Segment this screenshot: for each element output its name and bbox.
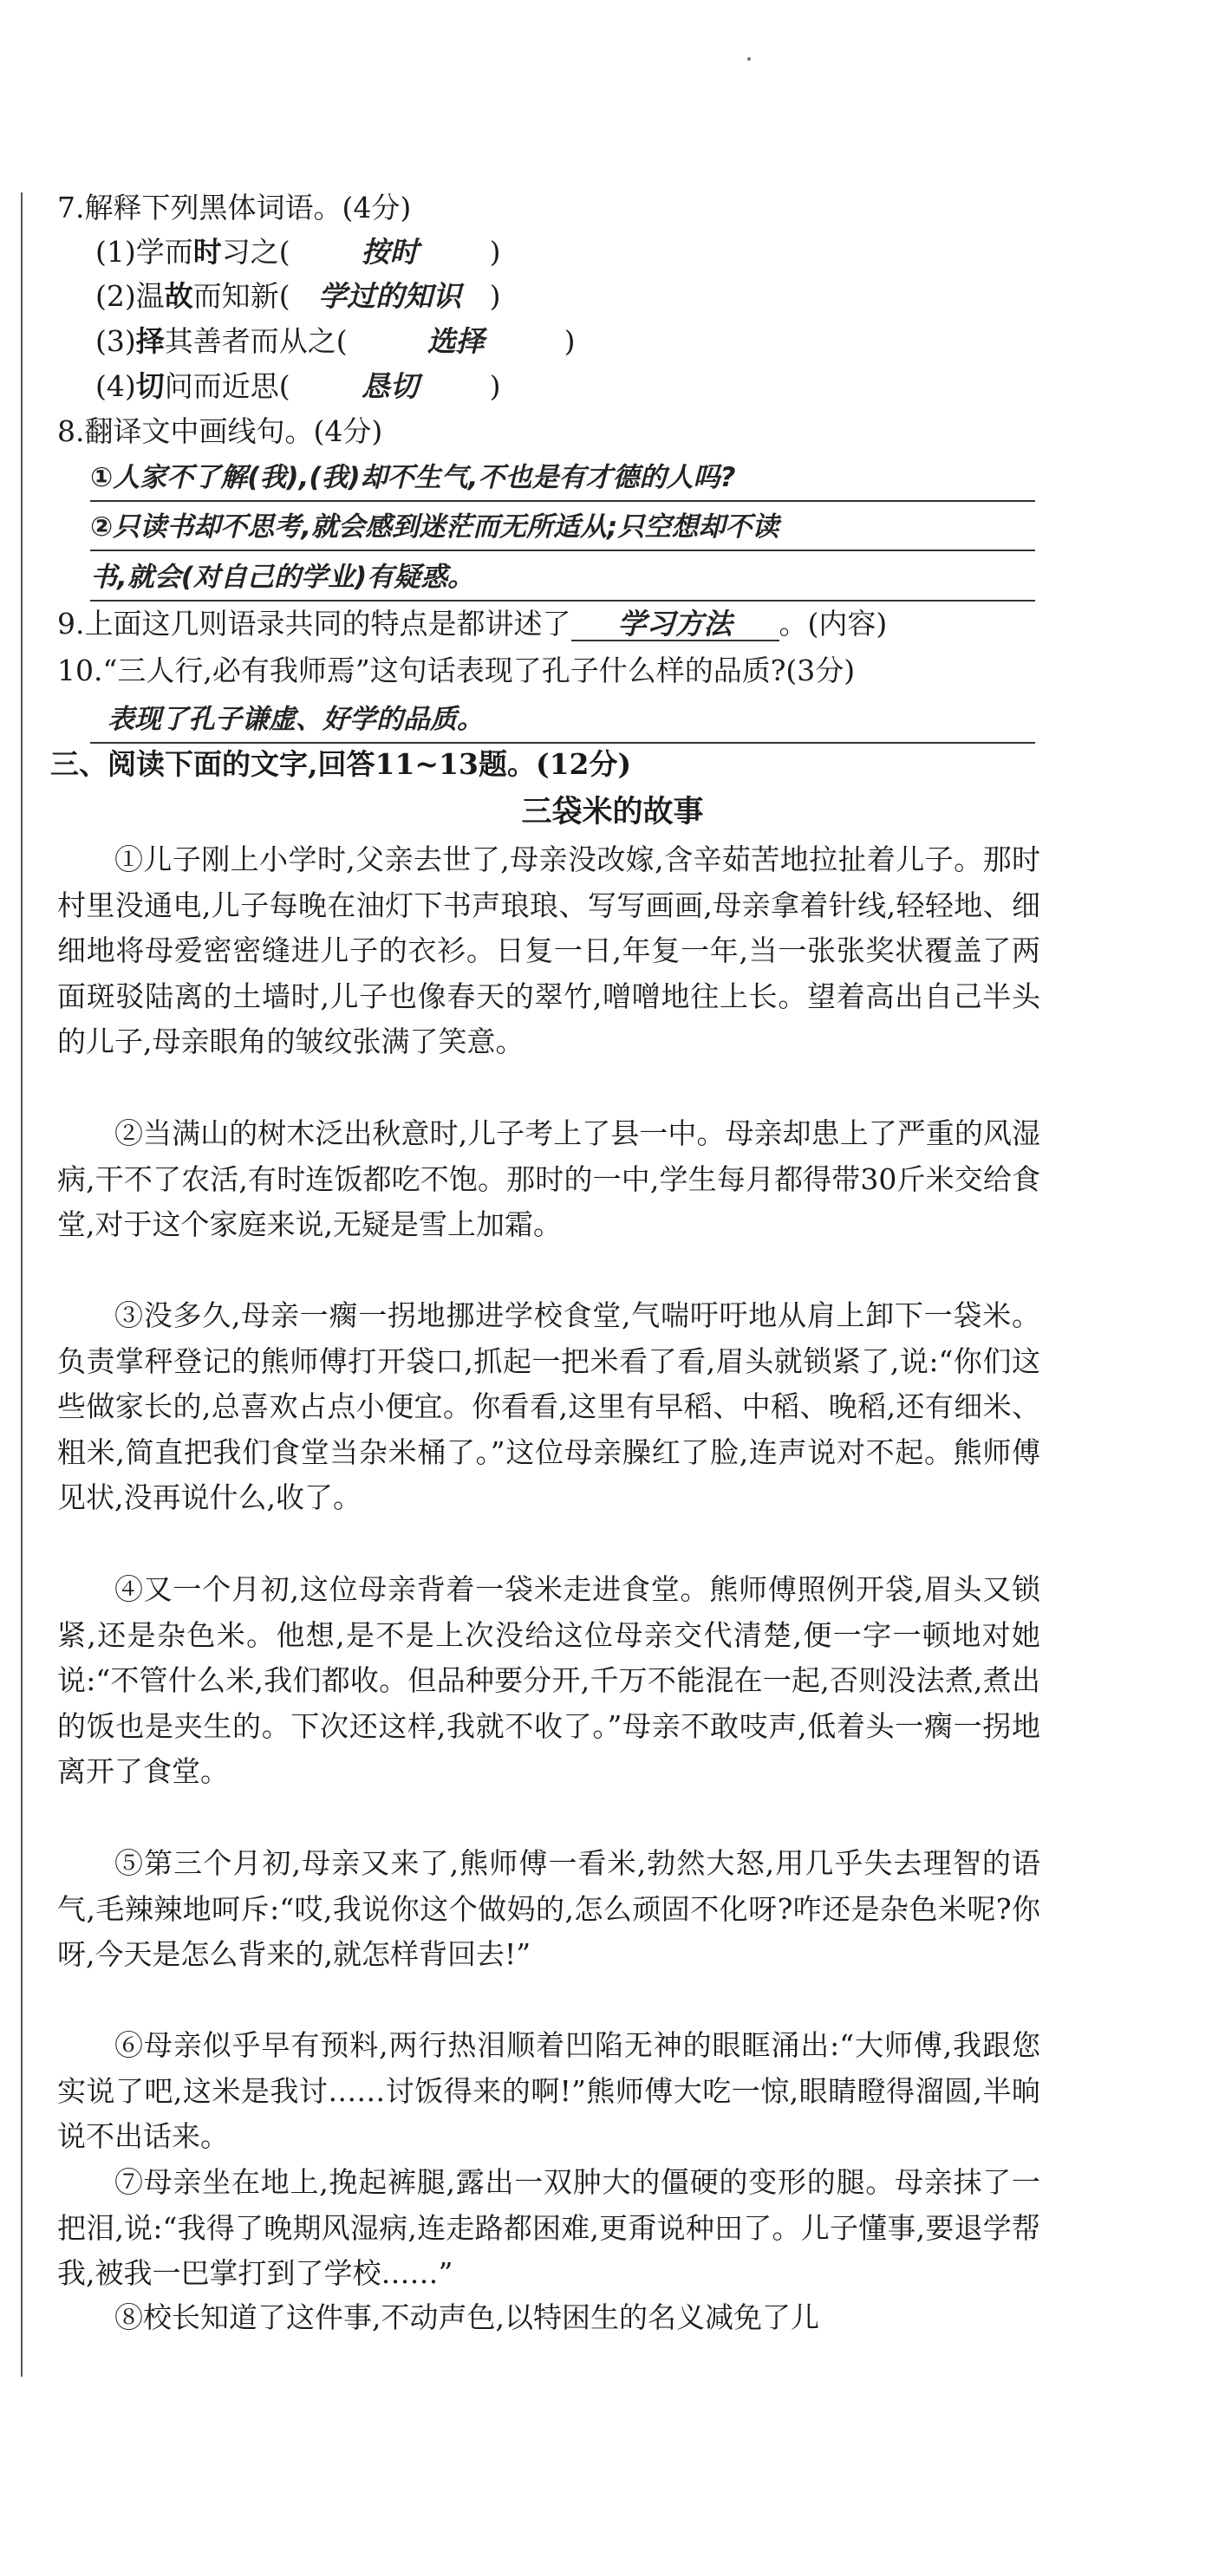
handwritten-answer: 按时: [361, 235, 419, 269]
bold-word: 择: [135, 324, 165, 358]
answer-underline: [90, 600, 1035, 602]
q10-stem: 10.“三人行,必有我师焉”这句话表现了孔子什么样的品质?(3分): [57, 654, 856, 687]
paragraph-7: ⑦母亲坐在地上,挽起裤腿,露出一双肿大的僵硬的变形的腿。母亲抹了一把泪,说:“我得了晚期风湿病,连走路都困难,更甭说种田了。儿子懂事,要退学帮我,被我一巴掌打到了学校……”: [57, 2165, 1040, 2290]
handwritten-answer: 学习方法: [571, 608, 779, 641]
paragraph-6: ⑥母亲似乎早有预料,两行热泪顺着凹陷无神的眼眶涌出:“大师傅,我跟您实说了吧,这米是我讨……讨饭得来的啊!”熊师傅大吃一惊,眼睛瞪得溜圆,半晌说不出话来。: [57, 2028, 1040, 2153]
margin-line: [21, 192, 23, 2377]
paragraph-8: ⑧校长知道了这件事,不动声色,以特困生的名义减免了儿: [114, 2300, 819, 2334]
answer-underline: [90, 742, 1035, 744]
paragraph-2: ②当满山的树木泛出秋意时,儿子考上了县一中。母亲却患上了严重的风湿病,干不了农活,有时连饭都吃不饱。那时的一中,学生每月都得带30斤米交给食堂,对于这个家庭来说,无疑是雪上加霜。: [57, 1116, 1040, 1241]
paragraph-5: ⑤第三个月初,母亲又来了,熊师傅一看米,勃然大怒,用几乎失去理智的语气,毛辣辣地呵斥:“哎,我说你这个做妈的,怎么顽固不化呀?咋还是杂色米呢?你呀,今天是怎么背来的,就怎样背回去!”: [57, 1846, 1040, 1971]
bold-word: 故: [164, 279, 193, 313]
handwritten-answer: 选择: [427, 324, 485, 358]
q7-item-1: (1)学而时习之( 按时 ): [95, 235, 501, 269]
paragraph-1: ①儿子刚上小学时,父亲去世了,母亲没改嫁,含辛茹苦地拉扯着儿子。那时村里没通电,儿子每晚在油灯下书声琅琅、写写画画,母亲拿着针线,轻轻地、细细地将母爱密密缝进儿子的衣衫。日复一日,年复一年,当一张张奖状覆盖了两面斑驳陆离的土墙时,儿子也像春天的翠竹,噌噌地往上长。望着高出自己半头的儿子,母亲眼角的皱纹张满了笑意。: [57, 842, 1040, 1058]
q8-answer-line-1: ①人家不了解(我),(我)却不生气,不也是有才德的人吗?: [90, 462, 736, 493]
q9-stem: 9.上面这几则语录共同的特点是都讲述了 学习方法 。(内容): [57, 607, 888, 641]
handwritten-answer: 学过的知识: [318, 279, 462, 313]
answer-underline: [90, 500, 1035, 502]
q7-item-4: (4)切问而近思( 恳切 ): [95, 369, 501, 403]
bold-word: 切: [135, 369, 165, 403]
q10-answer: 表现了孔子谦虚、好学的品质。: [108, 704, 484, 735]
q7-item-3: (3)择其善者而从之( 选择 ): [95, 324, 576, 358]
q8-answer-line-3: 书,就会(对自己的学业)有疑惑。: [90, 562, 475, 593]
paragraph-3: ③没多久,母亲一瘸一拐地挪进学校食堂,气喘吁吁地从肩上卸下一袋米。负责掌秤登记的熊师傅打开袋口,抓起一把米看了看,眉头就锁紧了,说:“你们这些做家长的,总喜欢占点小便宜。你看看,这里有早稻、中稻、晚稻,还有细米、粗米,简直把我们食堂当杂米桶了。”这位母亲臊红了脸,连声说对不起。熊师傅见状,没再说什么,收了。: [57, 1298, 1040, 1514]
q8-stem: 8.翻译文中画线句。(4分): [57, 414, 383, 448]
q8-answer-line-2: ②只读书却不思考,就会感到迷茫而无所适从;只空想却不读: [90, 511, 779, 543]
paragraph-4: ④又一个月初,这位母亲背着一袋米走进食堂。熊师傅照例开袋,眉头又锁紧,还是杂色米。他想,是不是上次没给这位母亲交代清楚,便一字一顿地对她说:“不管什么米,我们都收。但品种要分开,千万不能混在一起,否则没法煮,煮出的饭也是夹生的。下次还这样,我就不收了。”母亲不敢吱声,低着头一瘸一拐地离开了食堂。: [57, 1572, 1040, 1788]
passage-title: 三袋米的故事: [521, 795, 704, 829]
handwritten-answer: 恳切: [361, 369, 419, 403]
answer-underline: [90, 550, 1035, 551]
scan-speck: [747, 57, 751, 61]
q7-stem: 7.解释下列黑体词语。(4分): [57, 191, 412, 224]
bold-word: 时: [192, 235, 222, 269]
section-heading: 三、阅读下面的文字,回答11~13题。(12分): [50, 747, 632, 781]
q7-item-2: (2)温故而知新( 学过的知识 ): [95, 279, 501, 313]
